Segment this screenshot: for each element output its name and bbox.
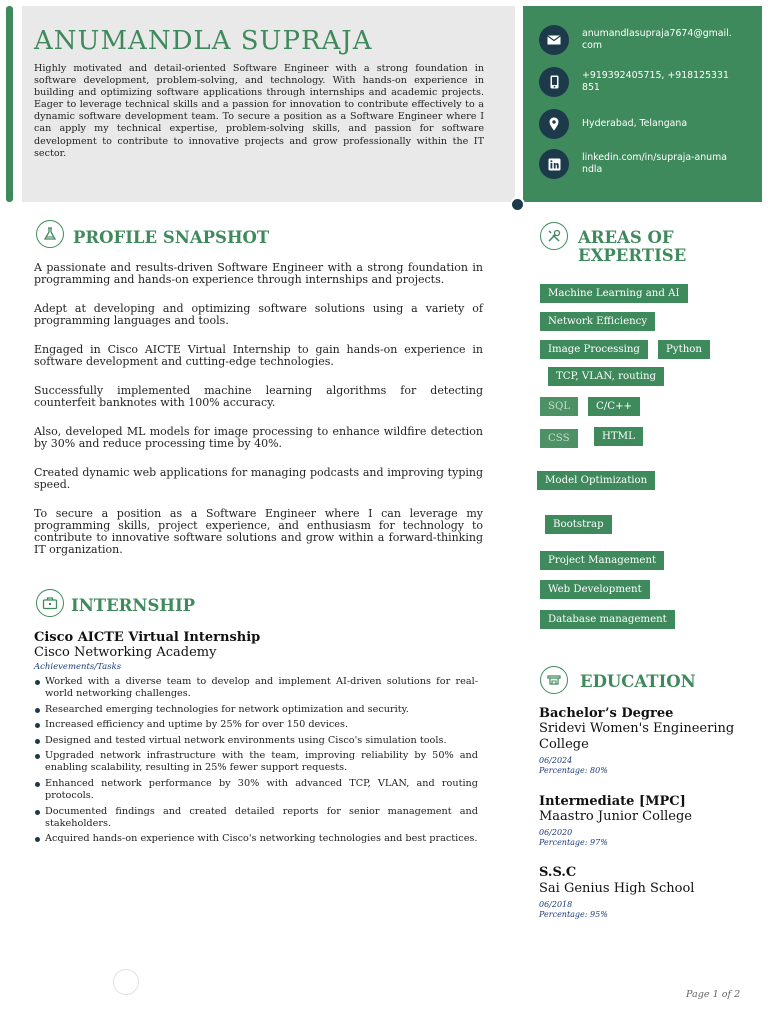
contact-linkedin[interactable] — [539, 149, 732, 179]
edu-degree: Bachelor’s Degree — [539, 706, 674, 721]
linkedin-text: linkedin.com/in/supraja-anumandla — [582, 152, 727, 175]
profile-paragraph: Also, developed ML models for image processing to enhance wildfire detection by 30% and reduce processing time by 40%. — [34, 425, 483, 450]
linkedin-icon — [539, 149, 569, 179]
skill-tag: SQL — [540, 397, 578, 416]
skill-tag: Project Management — [540, 551, 664, 570]
edu-date: 06/2024 — [539, 756, 573, 765]
skill-tag: Network Efficiency — [540, 312, 655, 331]
skill-tag: Machine Learning and AI — [540, 284, 688, 303]
skill-tag: Image Processing — [540, 340, 648, 359]
expertise-title-line1: AREAS OF — [578, 228, 674, 247]
profile-paragraph: Created dynamic web applications for managing podcasts and improving typing speed. — [34, 466, 483, 491]
internship-org: Cisco Networking Academy — [34, 645, 217, 660]
expertise-title-line2: EXPERTISE — [578, 246, 687, 265]
edu-percentage: Percentage: 80% — [539, 766, 608, 775]
skill-tag: CSS — [540, 429, 578, 448]
profile-paragraph: Successfully implemented machine learning algorithms for detecting counterfeit banknotes with 100% accuracy. — [34, 384, 483, 409]
edu-school: Sai Genius High School — [539, 881, 695, 896]
phone-text: +919392405715, +918125331851 — [582, 70, 729, 93]
profile-paragraph: Engaged in Cisco AICTE Virtual Internship to gain hands-on experience in software development and cutting-edge technologies. — [34, 343, 483, 368]
list-item: Worked with a diverse team to develop and implement AI-driven solutions for real-world networking challenges. — [34, 676, 478, 700]
edu-percentage: Percentage: 97% — [539, 838, 608, 847]
internship-role: Cisco AICTE Virtual Internship — [34, 630, 261, 645]
candidate-name: ANUMANDLA SUPRAJA — [34, 26, 373, 56]
divider-dot — [510, 197, 525, 212]
skill-tag: TCP, VLAN, routing — [548, 367, 664, 386]
edu-school: Maastro Junior College — [539, 809, 692, 824]
list-item: Increased efficiency and uptime by 25% for over 150 devices. — [34, 719, 478, 731]
expertise-section-title — [578, 229, 686, 265]
graduation-icon — [540, 666, 568, 694]
skill-tag: Model Optimization — [537, 471, 655, 490]
contact-location — [539, 109, 732, 139]
list-item: Researched emerging technologies for network optimization and security. — [34, 704, 478, 716]
skill-tag: HTML — [594, 427, 643, 446]
profile-paragraph: To secure a position as a Software Engineer where I can leverage my programming skills, project experience, and enthusiasm for technology to contribute to innovative software solutions and grow within a forward-thinking IT organization. — [34, 507, 483, 556]
profile-paragraph: A passionate and results-driven Software Engineer with a strong foundation in programming and hands-on experience through internships and projects. — [34, 261, 483, 286]
edu-degree: S.S.C — [539, 865, 577, 880]
summary-text: Highly motivated and detail-oriented Software Engineer with a strong foundation in software development, problem-solving, and technology. With hands-on experience in building and optimizing software applications through internships and academic projects. Eager to leverage technical skills and a passion for innovation to contribute effectively to a dynamic software development team. To secure a position as a Software Engineer where I can apply my technical expertise, problem-solving skills, and passion for software development to contribute to innovative projects and grow professionally within the IT sector. — [34, 63, 484, 159]
profile-section-title: PROFILE SNAPSHOT — [73, 228, 270, 247]
internship-section-title: INTERNSHIP — [71, 596, 196, 615]
page-number: Page 1 of 2 — [686, 989, 741, 1000]
email-text: anumandlasupraja7674@gmail.com — [582, 28, 732, 51]
phone-icon — [539, 67, 569, 97]
education-section-title: EDUCATION — [580, 672, 696, 691]
edu-percentage: Percentage: 95% — [539, 910, 608, 919]
edu-degree: Intermediate [MPC] — [539, 794, 686, 809]
accent-bar — [6, 6, 13, 202]
list-item: Designed and tested virtual network environments using Cisco's simulation tools. — [34, 735, 478, 747]
list-item: Upgraded network infrastructure with the team, improving reliability by 50% and enabling scalability, resulting in 25% fewer support requests. — [34, 750, 478, 774]
location-pin-icon — [539, 109, 569, 139]
contact-email[interactable] — [539, 25, 732, 55]
contact-phone[interactable] — [539, 67, 732, 97]
achievements-list — [34, 676, 478, 849]
mail-icon — [539, 25, 569, 55]
contact-panel — [523, 6, 762, 202]
achievements-label: Achievements/Tasks — [34, 662, 122, 672]
skill-tag: Web Development — [540, 580, 650, 599]
skill-tag: Database management — [540, 610, 675, 629]
edu-date: 06/2018 — [539, 900, 573, 909]
edu-school: Sridevi Women's Engineering College — [539, 721, 735, 752]
flask-icon — [36, 220, 64, 248]
list-item: Enhanced network performance by 30% with advanced TCP, VLAN, and routing protocols. — [34, 778, 478, 802]
briefcase-icon — [36, 589, 64, 617]
profile-paragraph: Adept at developing and optimizing software solutions using a variety of programming languages and tools. — [34, 302, 483, 327]
decorative-circle — [113, 969, 139, 995]
skill-tag: C/C++ — [588, 397, 640, 416]
edu-date: 06/2020 — [539, 828, 573, 837]
tools-icon — [540, 222, 568, 250]
list-item: Acquired hands-on experience with Cisco's networking technologies and best practices. — [34, 833, 478, 845]
skill-tag: Bootstrap — [545, 515, 612, 534]
list-item: Documented findings and created detailed reports for senior management and stakeholders. — [34, 806, 478, 830]
location-text: Hyderabad, Telangana — [582, 118, 688, 129]
skill-tag: Python — [658, 340, 710, 359]
